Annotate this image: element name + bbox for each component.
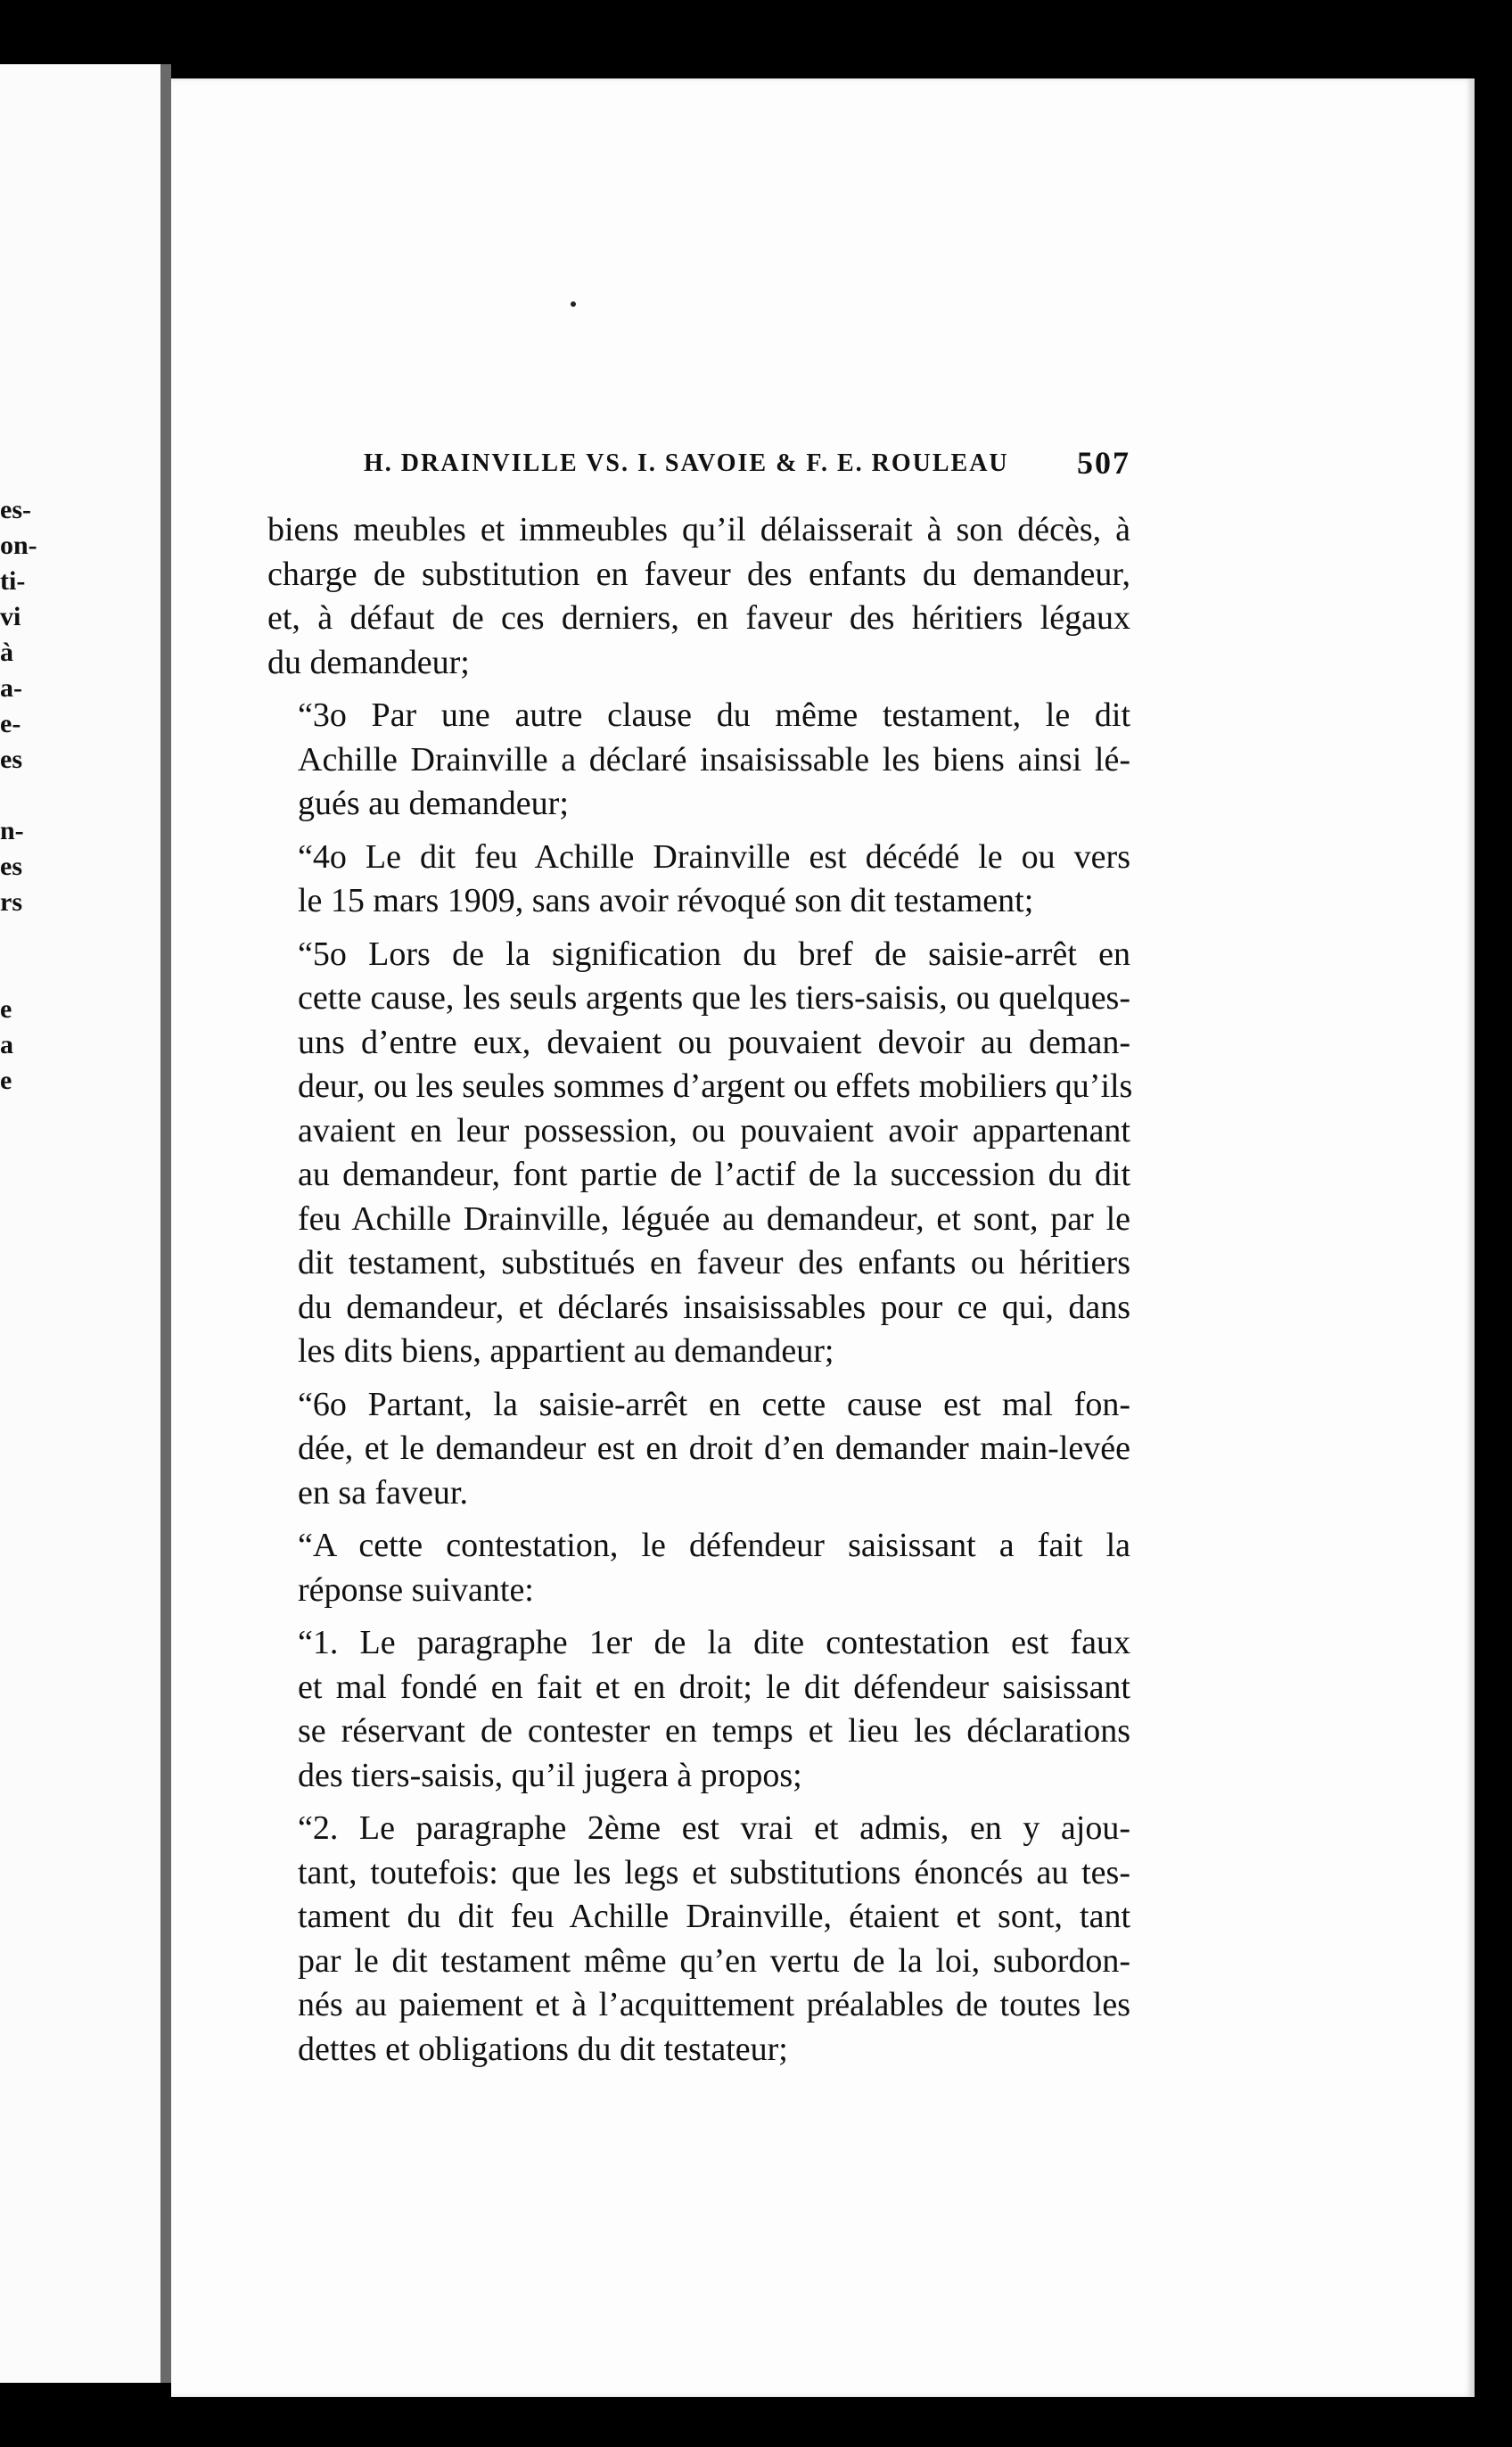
text-line: nés au paiement et à l’acquittement préalables de toutes les: [298, 1986, 1130, 2023]
text-line: biens meubles et immeubles qu’il délaisserait à son décès, à: [267, 511, 1130, 548]
facing-page-fragment: à: [0, 638, 13, 667]
body-text: [267, 508, 1133, 2080]
text-line: “5o Lors de la signification du bref de saisie-arrêt en: [298, 935, 1130, 973]
facing-page-fragment: rs: [0, 887, 22, 917]
running-head: [364, 444, 1130, 483]
text-line: des tiers-saisis, qu’il jugera à propos;: [298, 1756, 802, 1794]
facing-page-fragment: e: [0, 994, 12, 1024]
text-line: par le dit testament même qu’en vertu de la loi, subordon-: [298, 1941, 1130, 1980]
text-line: le 15 mars 1909, sans avoir révoqué son dit testament;: [298, 882, 1034, 919]
text-line: du demandeur, et déclarés insaisissables pour ce qui, dans: [298, 1288, 1130, 1326]
text-line: les dits biens, appartient au demandeur;: [298, 1332, 834, 1370]
paragraph: [267, 1807, 1130, 2072]
facing-page-fragment: es: [0, 852, 22, 881]
text-line: charge de substitution en faveur des enfants du demandeur,: [267, 555, 1130, 593]
facing-page-edge: [0, 64, 171, 2383]
paragraph: [267, 508, 1130, 685]
text-line: tant, toutefois: que les legs et substitutions énoncés au tes-: [298, 1853, 1130, 1891]
running-title: H. DRAINVILLE VS. I. SAVOIE & F. E. ROULEAU: [364, 449, 1009, 477]
paragraph: [267, 836, 1130, 924]
facing-page-fragment: [0, 956, 53, 992]
text-line: au demandeur, font partie de l’actif de la succession du dit: [298, 1156, 1130, 1193]
facing-page-text-fragments: [0, 492, 53, 1099]
text-line: “6o Partant, la saisie-arrêt en cette cause est mal fon-: [298, 1385, 1130, 1423]
paragraph: [267, 933, 1133, 1374]
paragraph: [267, 1524, 1130, 1612]
facing-page-fragment: e-: [0, 709, 21, 738]
text-line: “A cette contestation, le défendeur saisissant a fait la: [298, 1527, 1130, 1564]
text-line: en sa faveur.: [298, 1473, 468, 1512]
text-line: et, à défaut de ces derniers, en faveur des héritiers légaux: [267, 599, 1130, 637]
text-line: uns d’entre eux, devaient ou pouvaient devoir au deman-: [298, 1023, 1130, 1061]
text-line: “2. Le paragraphe 2ème est vrai et admis, en y ajou-: [298, 1809, 1130, 1847]
text-line: “4o Le dit feu Achille Drainville est décédé le ou vers: [298, 837, 1130, 876]
text-line: “3o Par une autre clause du même testament, le dit: [298, 696, 1130, 734]
text-line: et mal fondé en fait et en droit; le dit défendeur saisissant: [298, 1668, 1130, 1706]
facing-page-fragment: n-: [0, 816, 24, 845]
text-line: tament du dit feu Achille Drainville, étaient et sont, tant: [298, 1898, 1130, 1935]
facing-page-fragment: e: [0, 1066, 12, 1095]
text-line: réponse suivante:: [298, 1570, 534, 1609]
text-line: Achille Drainville a déclaré insaisissable les biens ainsi lé-: [298, 740, 1130, 779]
text-line: “1. Le paragraphe 1er de la dite contestation est faux: [298, 1624, 1130, 1661]
facing-page-fragment: a-: [0, 673, 22, 703]
text-line: deur, ou les seules sommes d’argent ou effets mobiliers qu’ils: [298, 1067, 1133, 1105]
paragraph: [267, 1621, 1130, 1798]
facing-page-fragment: a: [0, 1030, 13, 1059]
text-line: dettes et obligations du dit testateur;: [298, 2030, 788, 2068]
text-line: se réservant de contester en temps et lieu les déclarations: [298, 1712, 1130, 1750]
text-line: gués au demandeur;: [298, 785, 569, 822]
facing-page-fragment: [0, 920, 53, 956]
paragraph: [267, 694, 1130, 827]
page-number: 507: [1077, 445, 1130, 481]
facing-page-fragment: vi: [0, 602, 21, 631]
paragraph: [267, 1383, 1130, 1516]
facing-page-fragment: on-: [0, 531, 37, 560]
facing-page-fragment: es-: [0, 495, 31, 524]
text-line: dée, et le demandeur est en droit d’en demander main-levée: [298, 1429, 1130, 1467]
page-speck: [571, 301, 576, 307]
text-line: feu Achille Drainville, léguée au demandeur, et sont, par le: [298, 1199, 1130, 1238]
text-line: du demandeur;: [267, 643, 470, 681]
text-line: cette cause, les seuls argents que les tiers-saisis, ou quelques-: [298, 979, 1130, 1017]
facing-page-fragment: es: [0, 745, 22, 774]
facing-page-fragment: ti-: [0, 566, 26, 596]
text-line: dit testament, substitués en faveur des enfants ou héritiers: [298, 1244, 1130, 1281]
facing-page-fragment: [0, 778, 53, 813]
text-line: avaient en leur possession, ou pouvaient avoir appartenant: [298, 1111, 1130, 1149]
